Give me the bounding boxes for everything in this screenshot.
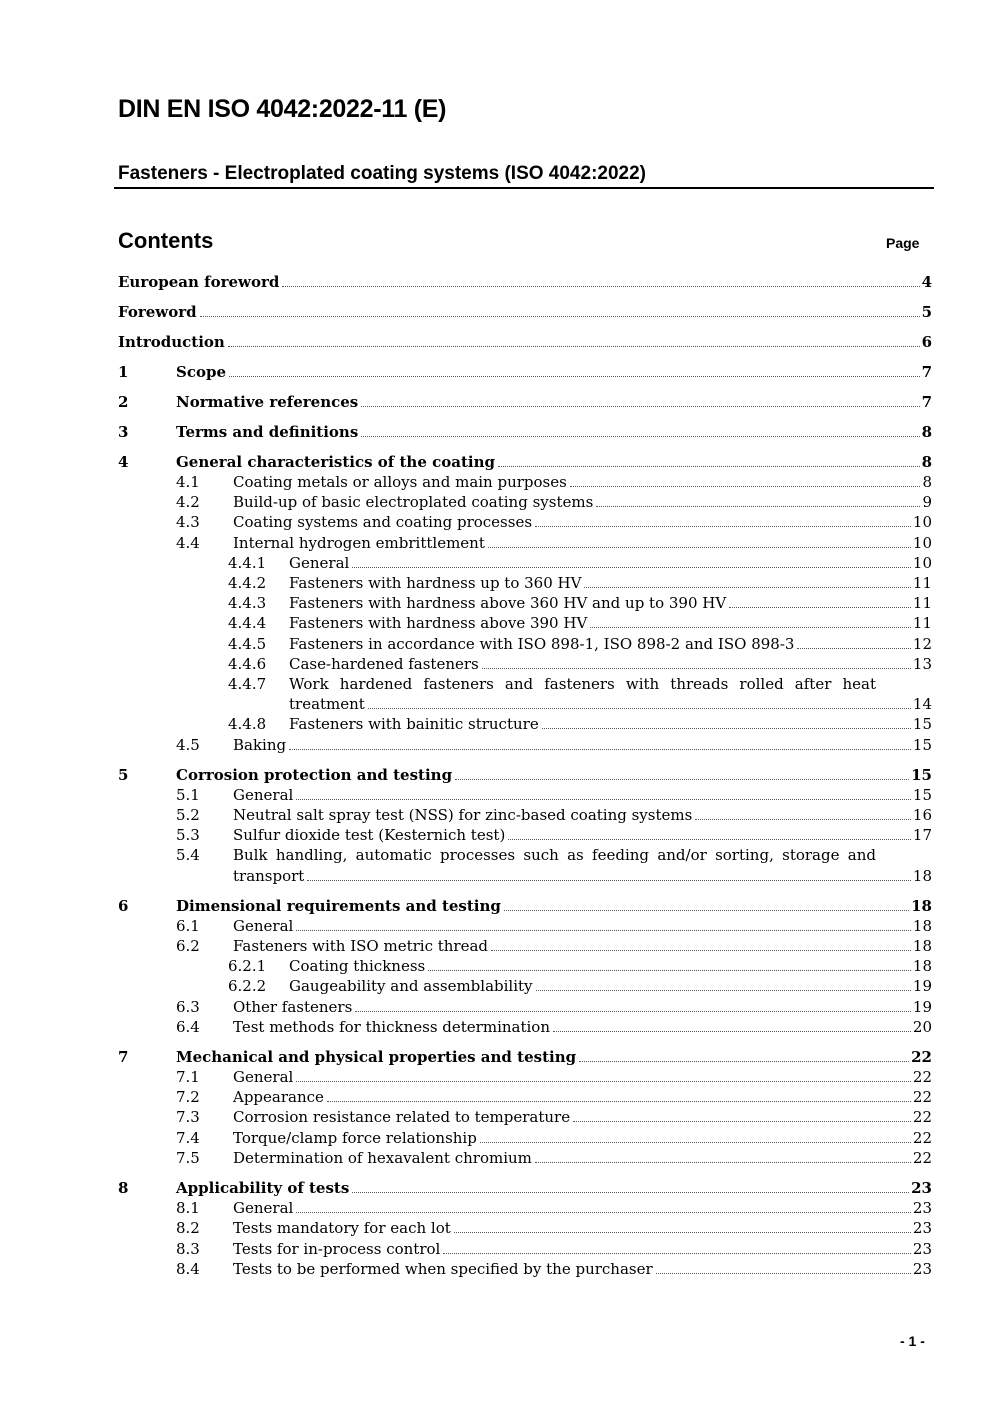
toc-entry-4-4-8[interactable]: 4.4.8 Fasteners with bainitic structure 15 (228, 715, 932, 734)
toc-entry-8-3[interactable]: 8.3 Tests for in-process control 23 (176, 1239, 932, 1258)
toc-entry-4-4[interactable]: 4.4 Internal hydrogen embrittlement 10 (176, 533, 932, 552)
toc-entry-5-2[interactable]: 5.2 Neutral salt spray test (NSS) for zinc-based coating systems 16 (176, 806, 932, 825)
toc-entry-8-1[interactable]: 8.1 General 23 (176, 1199, 932, 1218)
toc-entry-4-4-2[interactable]: 4.4.2 Fasteners with hardness up to 360 HV 11 (228, 574, 932, 593)
toc-entry-1[interactable]: 1 Scope 7 (118, 363, 932, 381)
page-number: - 1 - (900, 1333, 925, 1349)
toc-entry-5-4[interactable]: 5.4 Bulk handling, automatic processes such as feeding and/or sorting, storage and transport 18 (176, 846, 932, 885)
toc-entry-5[interactable]: 5 Corrosion protection and testing 15 (118, 765, 932, 784)
title-rule (114, 187, 934, 189)
document-subtitle: Fasteners - Electroplated coating systems (ISO 4042:2022) (118, 163, 646, 184)
toc-entry-3[interactable]: 3 Terms and definitions 8 (118, 423, 932, 441)
toc-entry-6-1[interactable]: 6.1 General 18 (176, 916, 932, 935)
toc-entry-4-4-6[interactable]: 4.4.6 Case-hardened fasteners 13 (228, 654, 932, 673)
toc-entry-8[interactable]: 8 Applicability of tests 23 (118, 1179, 932, 1198)
page-column-heading: Page (886, 235, 920, 251)
document-title: DIN EN ISO 4042:2022-11 (E) (118, 95, 447, 123)
toc-entry-6-2-2[interactable]: 6.2.2 Gaugeability and assemblability 19 (228, 977, 932, 996)
contents-heading: Contents (118, 228, 214, 253)
toc-entry-4[interactable]: 4 General characteristics of the coating 8 (118, 453, 932, 471)
toc-entry-european-foreword[interactable]: European foreword 4 (118, 273, 932, 291)
toc-entry-8-4[interactable]: 8.4 Tests to be performed when specified by the purchaser 23 (176, 1259, 932, 1278)
toc-entry-4-2[interactable]: 4.2 Build-up of basic electroplated coating systems 9 (176, 493, 932, 512)
toc-entry-5-3[interactable]: 5.3 Sulfur dioxide test (Kesternich test) 17 (176, 826, 932, 845)
toc-entry-8-2[interactable]: 8.2 Tests mandatory for each lot 23 (176, 1219, 932, 1238)
toc-entry-5-1[interactable]: 5.1 General 15 (176, 785, 932, 804)
toc-entry-7-1[interactable]: 7.1 General 22 (176, 1068, 932, 1087)
table-of-contents (118, 272, 932, 1279)
toc-entry-7-3[interactable]: 7.3 Corrosion resistance related to temperature 22 (176, 1108, 932, 1127)
toc-entry-4-4-4[interactable]: 4.4.4 Fasteners with hardness above 390 HV 11 (228, 614, 932, 633)
toc-entry-6-3[interactable]: 6.3 Other fasteners 19 (176, 997, 932, 1016)
toc-entry-4-1[interactable]: 4.1 Coating metals or alloys and main purposes 8 (176, 473, 932, 491)
toc-entry-6-2-1[interactable]: 6.2.1 Coating thickness 18 (228, 957, 932, 976)
toc-entry-4-4-5[interactable]: 4.4.5 Fasteners in accordance with ISO 898-1, ISO 898-2 and ISO 898-3 12 (228, 634, 932, 653)
toc-entry-6-4[interactable]: 6.4 Test methods for thickness determination 20 (176, 1017, 932, 1036)
toc-entry-2[interactable]: 2 Normative references 7 (118, 393, 932, 411)
toc-entry-7[interactable]: 7 Mechanical and physical properties and testing 22 (118, 1048, 932, 1067)
toc-entry-7-2[interactable]: 7.2 Appearance 22 (176, 1088, 932, 1107)
toc-entry-7-4[interactable]: 7.4 Torque/clamp force relationship 22 (176, 1128, 932, 1147)
toc-entry-4-3[interactable]: 4.3 Coating systems and coating processes 10 (176, 513, 932, 532)
toc-entry-4-4-7[interactable]: 4.4.7 Work hardened fasteners and fasteners with threads rolled after heat treatment 14 (228, 675, 932, 714)
toc-entry-4-4-3[interactable]: 4.4.3 Fasteners with hardness above 360 HV and up to 390 HV 11 (228, 594, 932, 613)
toc-entry-foreword[interactable]: Foreword 5 (118, 303, 932, 321)
toc-entry-4-5[interactable]: 4.5 Baking 15 (176, 735, 932, 754)
toc-entry-6[interactable]: 6 Dimensional requirements and testing 18 (118, 896, 932, 915)
toc-entry-7-5[interactable]: 7.5 Determination of hexavalent chromium 22 (176, 1148, 932, 1167)
toc-entry-4-4-1[interactable]: 4.4.1 General 10 (228, 553, 932, 572)
toc-entry-introduction[interactable]: Introduction 6 (118, 333, 932, 351)
toc-entry-6-2[interactable]: 6.2 Fasteners with ISO metric thread 18 (176, 937, 932, 956)
